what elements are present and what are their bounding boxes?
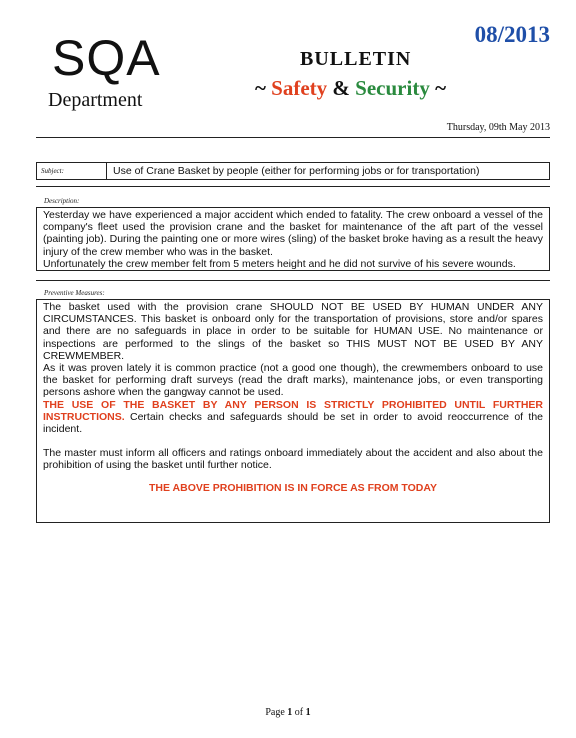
subject-label: Subject:	[37, 163, 107, 179]
preventive-paragraph: The basket used with the provision crane SHOULD NOT BE USED BY HUMAN UNDER ANY CIRCUMSTANCES. This basket is onboard only for the transportation of provisions, store and/or spares and there are no safeguards in place in order to be suitable for HUMAN USE. No maintenance or inspections are performed to the slings of the basket so THIS MUST NOT BE USED BY ANY CREWMEMBER.	[43, 301, 543, 362]
description-divider	[36, 280, 550, 281]
page-footer	[0, 707, 576, 718]
subject-divider	[36, 186, 550, 187]
tagline-tilde-right: ~	[435, 76, 446, 100]
tagline-amp: &	[332, 76, 350, 100]
bulletin-tagline	[255, 76, 446, 101]
description-label: Description:	[44, 197, 80, 205]
prohibition-statement: THE USE OF THE BASKET BY ANY PERSON IS STRICTLY PROHIBITED UNTIL FURTHER INSTRUCTIONS.	[43, 398, 543, 423]
org-logo-text: SQA	[52, 30, 161, 86]
subject-box	[36, 162, 550, 180]
preventive-paragraph: As it was proven lately it is common practice (not a good one though), the crewmembers onboard to use the basket for performing draft surveys (read the draft marks), maintenance jobs, or even transporting persons ashore when the gangway cannot be used.	[43, 362, 543, 399]
description-paragraph: Unfortunately the crew member felt from 5 meters height and he did not survive of his severe wounds.	[43, 257, 516, 270]
preventive-paragraph	[43, 399, 543, 436]
tagline-safety: Safety	[271, 76, 328, 100]
description-box	[36, 207, 550, 271]
description-paragraph: Yesterday we have experienced a major accident which ended to fatality. The crew onboard a vessel of the company's fleet used the provision crane and the basket for maintenance of the aft part of the vessel (painting job). During the painting one or more wires (sling) of the basket broke having as a result the heavy injury of the crew member who was in the basket.	[43, 209, 543, 258]
page-of: of	[292, 707, 306, 718]
tagline-security: Security	[355, 76, 430, 100]
subject-text: Use of Crane Basket by people (either for performing jobs or for transportation)	[113, 165, 480, 177]
department-label: Department	[48, 89, 143, 111]
preventive-paragraph: The master must inform all officers and ratings onboard immediately about the accident and also about the prohibition of using the basket until further notice.	[43, 447, 543, 472]
page-current: 1	[287, 707, 293, 718]
preventive-box	[36, 299, 550, 523]
header-divider	[36, 137, 550, 138]
bulletin-number: 08/2013	[474, 22, 550, 47]
page-total: 1	[305, 707, 311, 718]
prohibition-notice: THE ABOVE PROHIBITION IS IN FORCE AS FROM TODAY	[149, 481, 437, 494]
bulletin-date: Thursday, 09th May 2013	[446, 122, 550, 133]
preventive-label: Preventive Measures:	[44, 289, 105, 297]
prohibition-followup: Certain checks and safeguards should be set in order to avoid reoccurrence of the incident.	[43, 410, 543, 436]
tagline-tilde-left: ~	[255, 76, 266, 100]
bulletin-title: BULLETIN	[300, 48, 412, 70]
page-prefix: Page	[265, 707, 288, 718]
